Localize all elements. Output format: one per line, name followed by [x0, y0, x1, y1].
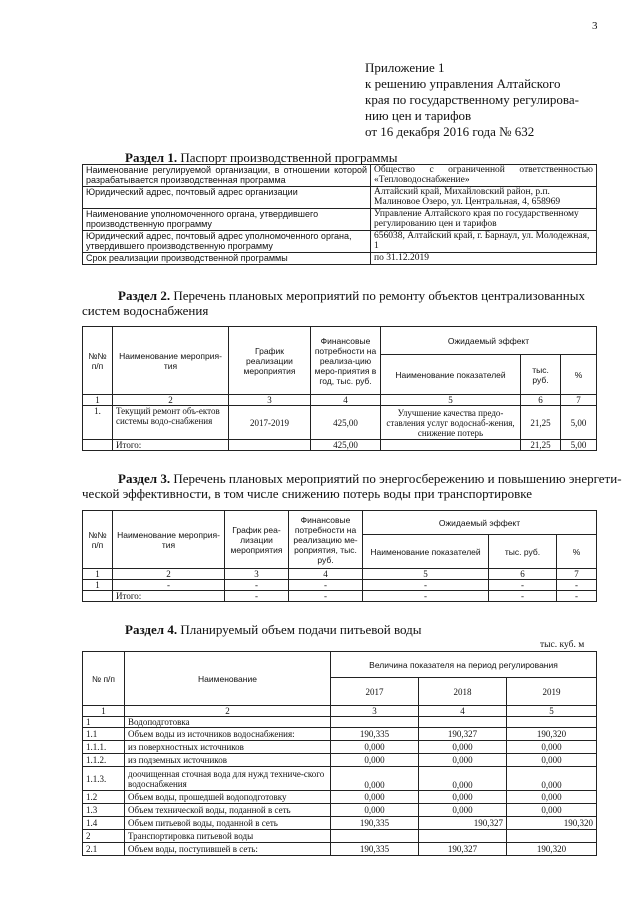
- table-row: [83, 187, 597, 209]
- section2-title-text: Перечень плановых мероприятий по ремонту объектов централизованных: [170, 288, 585, 303]
- total-thous: 21,25: [521, 440, 561, 451]
- cell-2019: 0,000: [507, 767, 597, 791]
- col-number: 5: [507, 706, 597, 717]
- header-effect: Ожидаемый эффект: [363, 511, 597, 535]
- cell-percent: 5,00: [561, 406, 597, 440]
- passport-label: Наименование уполномоченного органа, утвердившего производственную программу: [83, 209, 371, 231]
- energy-measures-table: [82, 510, 597, 602]
- cell-thous: -: [489, 580, 557, 591]
- cell-percent: -: [557, 580, 597, 591]
- total-thous: -: [489, 591, 557, 602]
- cell-2019: [507, 717, 597, 728]
- cell-num: 1.1.3.: [83, 767, 125, 791]
- header-finance: Финансовые потребности на реализа-цию меро-приятия в год, тыс. руб.: [311, 327, 381, 395]
- table-row: [83, 830, 597, 843]
- col-number: 4: [289, 569, 363, 580]
- header-name: Наименование: [125, 652, 331, 706]
- col-number: 2: [113, 395, 229, 406]
- cell-num: 1: [83, 717, 125, 728]
- total-percent: 5,00: [561, 440, 597, 451]
- table-row: [83, 817, 597, 830]
- cell-2017: 0,000: [331, 741, 419, 754]
- cell-2019: 190,320: [507, 843, 597, 856]
- col-number: 2: [125, 706, 331, 717]
- header-thous: тыс. руб.: [521, 355, 561, 395]
- table-row: [83, 165, 597, 187]
- header-name: Наименование мероприя-тия: [113, 511, 225, 569]
- cell-name: Водоподготовка: [125, 717, 331, 728]
- cell-num: 1.1.1.: [83, 741, 125, 754]
- cell-2018: 0,000: [419, 804, 507, 817]
- cell-name: из поверхностных источников: [125, 741, 331, 754]
- section2-title-number: Раздел 2.: [118, 288, 171, 303]
- col-number: 3: [225, 569, 289, 580]
- header-name: Наименование мероприя-тия: [113, 327, 229, 395]
- table-total-row: [83, 440, 597, 451]
- cell-2019: 0,000: [507, 804, 597, 817]
- cell-name: Объем воды из источников водоснабжения:: [125, 728, 331, 741]
- section3-title-text: Перечень плановых мероприятий по энергосбережению и повышению энергети-: [170, 471, 622, 486]
- cell-name: доочищенная сточная вода для нужд техниче-ского водоснабжения: [125, 767, 331, 791]
- header-percent: %: [561, 355, 597, 395]
- cell-schedule: -: [225, 580, 289, 591]
- cell-finance: -: [289, 580, 363, 591]
- col-number: 3: [229, 395, 311, 406]
- header-indicator: Наименование показателей: [381, 355, 521, 395]
- col-number: 3: [331, 706, 419, 717]
- table-row: [83, 406, 597, 440]
- total-indicator: -: [363, 591, 489, 602]
- table-row: [83, 741, 597, 754]
- cell-2017: [331, 830, 419, 843]
- cell-2017: 190,335: [331, 843, 419, 856]
- passport-value: по 31.12.2019: [371, 253, 597, 265]
- cell-num: 1.2: [83, 791, 125, 804]
- cell-2017: 0,000: [331, 754, 419, 767]
- header-indicator: Наименование показателей: [363, 535, 489, 569]
- table-row: [83, 580, 597, 591]
- header-schedule: График реа-лизации мероприятия: [225, 511, 289, 569]
- header-num: №№ п/п: [83, 511, 113, 569]
- cell-finance: 425,00: [311, 406, 381, 440]
- table-header-row: [83, 652, 597, 678]
- cell-2018: 190,327: [419, 843, 507, 856]
- table-row: [83, 791, 597, 804]
- section1-title-text: Паспорт производственной программы: [177, 150, 398, 165]
- header-num: № п/п: [83, 652, 125, 706]
- header-year-2017: 2017: [331, 678, 419, 706]
- col-number: 6: [489, 569, 557, 580]
- column-number-row: [83, 569, 597, 580]
- cell-2018: [419, 830, 507, 843]
- total-schedule: -: [225, 591, 289, 602]
- cell-2019: 190,320: [507, 817, 597, 830]
- section3-title: [118, 471, 622, 486]
- col-number: 5: [363, 569, 489, 580]
- cell-name: Объем питьевой воды, поданной в сеть: [125, 817, 331, 830]
- table-row: [83, 209, 597, 231]
- cell-num: 1: [83, 580, 113, 591]
- section3-title-line2: ческой эффективности, в том числе снижению потерь воды при транспортировке: [82, 486, 532, 501]
- cell-2018: 0,000: [419, 791, 507, 804]
- cell-2019: 0,000: [507, 754, 597, 767]
- header-finance: Финансовые потребности на реализацию ме-роприятия, тыс. руб.: [289, 511, 363, 569]
- cell-name: Транспортировка питьевой воды: [125, 830, 331, 843]
- passport-label: Наименование регулируемой организации, в отношении которой разрабатывается производственная программа: [83, 165, 371, 187]
- cell-2017: [331, 717, 419, 728]
- section4-title-text: Планируемый объем подачи питьевой воды: [177, 622, 422, 637]
- table-header-row: [83, 511, 597, 535]
- table-row: [83, 843, 597, 856]
- unit-label: тыс. куб. м: [540, 640, 585, 650]
- column-number-row: [83, 395, 597, 406]
- table-row: [83, 253, 597, 265]
- passport-table: [82, 164, 597, 265]
- table-total-row: [83, 591, 597, 602]
- header-effect: Ожидаемый эффект: [381, 327, 597, 355]
- cell-schedule: 2017-2019: [229, 406, 311, 440]
- section1-title: [125, 150, 397, 165]
- cell-thous: 21,25: [521, 406, 561, 440]
- cell-name: Объем технической воды, поданной в сеть: [125, 804, 331, 817]
- appendix-header: [365, 60, 605, 140]
- cell-num: 1.: [83, 406, 113, 440]
- col-number: 1: [83, 706, 125, 717]
- total-finance: -: [289, 591, 363, 602]
- cell-2017: 0,000: [331, 791, 419, 804]
- header-year-2018: 2018: [419, 678, 507, 706]
- col-number: 1: [83, 569, 113, 580]
- cell-name: Объем воды, прошедшей водоподготовку: [125, 791, 331, 804]
- header-thous: тыс. руб.: [489, 535, 557, 569]
- cell-num: 1.4: [83, 817, 125, 830]
- cell-name: из подземных источников: [125, 754, 331, 767]
- passport-label: Срок реализации производственной программы: [83, 253, 371, 265]
- col-number: 4: [419, 706, 507, 717]
- passport-label: Юридический адрес, почтовый адрес уполномоченного органа, утвердившего производственную программу: [83, 231, 371, 253]
- header-schedule: График реализации мероприятия: [229, 327, 311, 395]
- cell-num: 1.3: [83, 804, 125, 817]
- cell-2018: 0,000: [419, 767, 507, 791]
- section2-title-line2: систем водоснабжения: [82, 303, 209, 318]
- table-row: [83, 767, 597, 791]
- cell-2018: [419, 717, 507, 728]
- section3-title-number: Раздел 3.: [118, 471, 171, 486]
- appendix-line: края по государственному регулирова-: [365, 92, 579, 107]
- section4-title: [125, 622, 422, 637]
- page-number: 3: [592, 20, 598, 32]
- appendix-line: нию цен и тарифов: [365, 108, 472, 123]
- cell-2019: [507, 830, 597, 843]
- passport-value: Общество с ограниченной ответственностью «Тепловодоснабжение»: [371, 165, 597, 187]
- total-label: Итого:: [113, 591, 225, 602]
- cell-num: 2: [83, 830, 125, 843]
- header-period: Величина показателя на период регулирования: [331, 652, 597, 678]
- passport-value: Управление Алтайского края по государственному регулированию цен и тарифов: [371, 209, 597, 231]
- appendix-line: от 16 декабря 2016 года № 632: [365, 124, 535, 139]
- cell-num: 2.1: [83, 843, 125, 856]
- cell-num: 1.1.2.: [83, 754, 125, 767]
- passport-label: Юридический адрес, почтовый адрес организации: [83, 187, 371, 209]
- cell-2017: 190,335: [331, 817, 419, 830]
- column-number-row: [83, 706, 597, 717]
- cell-name: Объем воды, поступившей в сеть:: [125, 843, 331, 856]
- cell-indicator: -: [363, 580, 489, 591]
- repair-measures-table: [82, 326, 597, 451]
- col-number: 7: [557, 569, 597, 580]
- col-number: 2: [113, 569, 225, 580]
- col-number: 7: [561, 395, 597, 406]
- cell-2018: 190,327: [419, 728, 507, 741]
- table-row: [83, 728, 597, 741]
- cell-2017: 0,000: [331, 767, 419, 791]
- table-row: [83, 717, 597, 728]
- cell-2018: 190,327: [419, 817, 507, 830]
- total-percent: -: [557, 591, 597, 602]
- table-row: [83, 231, 597, 253]
- cell-indicator: Улучшение качества предо-ставления услуг водоснаб-жения, снижение потерь: [381, 406, 521, 440]
- cell-num: 1.1: [83, 728, 125, 741]
- cell-name: -: [113, 580, 225, 591]
- cell-2018: 0,000: [419, 741, 507, 754]
- water-volume-table: [82, 651, 597, 856]
- section2-title: [118, 288, 585, 303]
- section1-title-number: Раздел 1.: [125, 150, 178, 165]
- cell-2019: 190,320: [507, 728, 597, 741]
- header-year-2019: 2019: [507, 678, 597, 706]
- table-header-row: [83, 327, 597, 355]
- table-row: [83, 804, 597, 817]
- cell-2017: 0,000: [331, 804, 419, 817]
- passport-value: 656038, Алтайский край, г. Барнаул, ул. Молодежная, 1: [371, 231, 597, 253]
- passport-value: Алтайский край, Михайловский район, р.п. Малиновое Озеро, ул. Центральная, 4, 658969: [371, 187, 597, 209]
- cell-2018: 0,000: [419, 754, 507, 767]
- col-number: 5: [381, 395, 521, 406]
- cell-name: Текущий ремонт объ-ектов системы водо-снабжения: [113, 406, 229, 440]
- header-percent: %: [557, 535, 597, 569]
- appendix-line: к решению управления Алтайского: [365, 76, 561, 91]
- cell-2019: 0,000: [507, 741, 597, 754]
- cell-2017: 190,335: [331, 728, 419, 741]
- section4-title-number: Раздел 4.: [125, 622, 178, 637]
- col-number: 6: [521, 395, 561, 406]
- total-label: Итого:: [113, 440, 229, 451]
- col-number: 4: [311, 395, 381, 406]
- table-row: [83, 754, 597, 767]
- total-finance: 425,00: [311, 440, 381, 451]
- header-num: №№ п/п: [83, 327, 113, 395]
- col-number: 1: [83, 395, 113, 406]
- appendix-line: Приложение 1: [365, 60, 445, 75]
- cell-2019: 0,000: [507, 791, 597, 804]
